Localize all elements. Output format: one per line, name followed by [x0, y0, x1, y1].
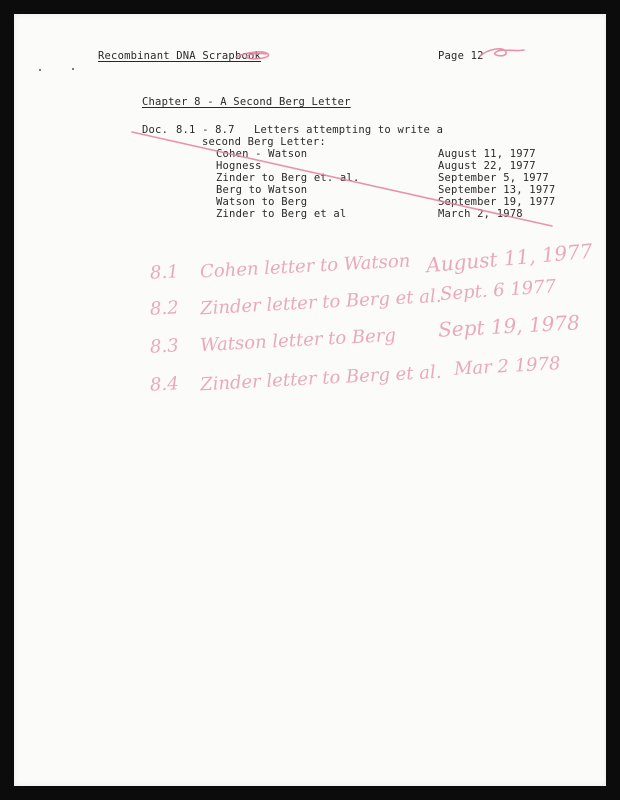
entry-date: August 22, 1977	[438, 160, 536, 172]
entry-date: September 19, 1977	[438, 196, 556, 208]
speck	[39, 69, 41, 71]
handwritten-date: August 11, 1977	[425, 238, 594, 278]
doc-range: 8.1 - 8.7	[176, 124, 235, 136]
handwritten-note: Watson letter to Berg	[199, 324, 397, 357]
handwritten-note: Zinder letter to Berg et al.	[199, 285, 442, 320]
handwritten-date: Sept 19, 1978	[437, 310, 581, 342]
doc-prefix: Doc.	[142, 124, 169, 136]
handwritten-number: 8.3	[149, 335, 180, 358]
handwritten-number: 8.2	[149, 297, 180, 320]
entry-name: Watson to Berg	[216, 196, 308, 208]
handwritten-date: Sept. 6 1977	[439, 275, 557, 306]
entry-name: Hogness	[216, 160, 262, 172]
handwritten-number: 8.4	[149, 373, 180, 396]
handwritten-note: Zinder letter to Berg et al.	[199, 361, 442, 396]
document-page	[14, 14, 606, 786]
handwritten-number: 8.1	[149, 261, 180, 284]
doc-description-line1: Letters attempting to write a	[254, 124, 444, 136]
entry-name: Zinder to Berg et. al.	[216, 172, 360, 184]
entry-date: March 2, 1978	[438, 208, 523, 220]
entry-name: Cohen - Watson	[216, 148, 308, 160]
entry-name: Zinder to Berg et al	[216, 208, 347, 220]
handwritten-note: Cohen letter to Watson	[199, 250, 411, 283]
doc-description-line2: second Berg Letter:	[202, 136, 326, 148]
entry-date: August 11, 1977	[438, 148, 536, 160]
chapter-title: Chapter 8 - A Second Berg Letter	[142, 96, 351, 108]
handwritten-date: Mar 2 1978	[453, 353, 561, 380]
scrapbook-title: Recombinant DNA Scrapbook	[98, 50, 262, 62]
entry-name: Berg to Watson	[216, 184, 308, 196]
speck	[72, 68, 74, 70]
page-number: Page 12	[438, 50, 484, 62]
entry-date: September 13, 1977	[438, 184, 556, 196]
entry-date: September 5, 1977	[438, 172, 549, 184]
